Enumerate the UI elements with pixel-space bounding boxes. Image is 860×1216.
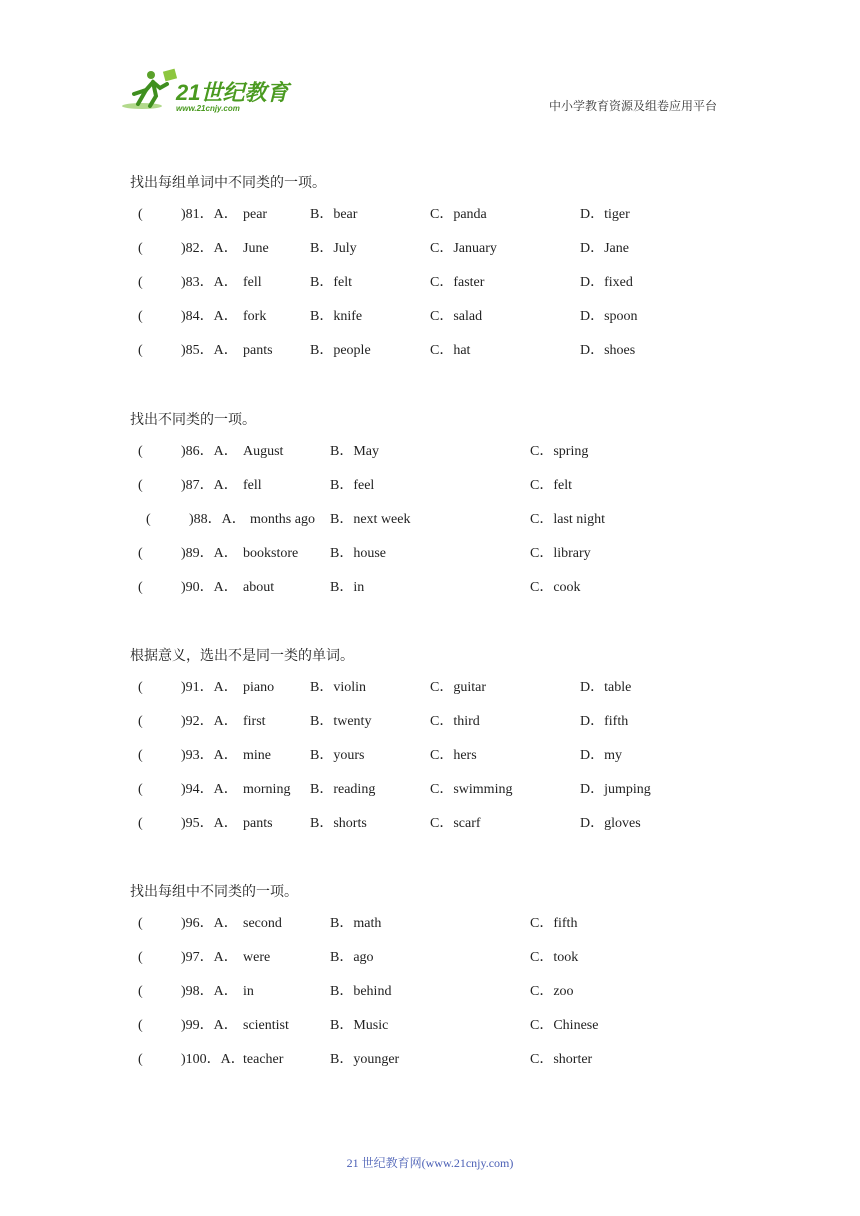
option-b: B．math — [330, 916, 382, 931]
question-number: )90．A． — [181, 580, 238, 595]
answer-blank[interactable]: ( — [138, 580, 143, 595]
question-row — [0, 678, 700, 698]
option-b: B．shorts — [310, 816, 367, 831]
option-d: D．shoes — [580, 343, 636, 358]
answer-blank[interactable]: ( — [138, 950, 143, 965]
answer-blank[interactable]: ( — [138, 1052, 143, 1067]
option-b: B．May — [330, 444, 379, 459]
answer-blank[interactable]: ( — [138, 748, 143, 763]
question-number: )91．A． — [181, 680, 238, 695]
option-a: pants — [243, 816, 273, 831]
answer-blank[interactable]: ( — [138, 816, 143, 831]
option-a: in — [243, 984, 254, 999]
option-b: B．felt — [310, 275, 352, 290]
question-row — [0, 814, 700, 834]
option-a: were — [243, 950, 271, 965]
option-b: B．yours — [310, 748, 365, 763]
option-a: morning — [243, 782, 291, 797]
option-b: B．violin — [310, 680, 367, 695]
option-b: B．knife — [310, 309, 363, 324]
option-a: pear — [243, 207, 268, 222]
answer-blank[interactable]: ( — [146, 512, 151, 527]
option-b: B．younger — [330, 1052, 400, 1067]
option-c: C．hers — [430, 748, 477, 763]
question-row — [0, 948, 700, 968]
svg-text:www.21cnjy.com: www.21cnjy.com — [176, 104, 240, 113]
option-b: B．house — [330, 546, 386, 561]
option-d: D．fixed — [580, 275, 633, 290]
question-number: )95．A． — [181, 816, 238, 831]
question-row — [0, 982, 700, 1002]
option-a: scientist — [243, 1018, 289, 1033]
answer-blank[interactable]: ( — [138, 1018, 143, 1033]
question-number: )83．A． — [181, 275, 238, 290]
option-c: C．felt — [530, 478, 572, 493]
option-c: C．Chinese — [530, 1018, 599, 1033]
option-d: D．tiger — [580, 207, 630, 222]
option-a: fell — [243, 478, 262, 493]
option-c: C．library — [530, 546, 591, 561]
option-c: C．January — [430, 241, 497, 256]
option-b: B．twenty — [310, 714, 372, 729]
answer-blank[interactable]: ( — [138, 714, 143, 729]
site-logo — [120, 66, 300, 116]
question-row — [0, 442, 700, 462]
option-a: pants — [243, 343, 273, 358]
option-a: about — [243, 580, 275, 595]
option-d: D．jumping — [580, 782, 651, 797]
question-number: )87．A． — [181, 478, 238, 493]
question-row — [0, 578, 700, 598]
answer-blank[interactable]: ( — [138, 275, 143, 290]
option-a: August — [243, 444, 284, 459]
option-b: B．July — [310, 241, 357, 256]
option-d: D．fifth — [580, 714, 629, 729]
question-number: )81．A． — [181, 207, 238, 222]
option-b: B．Music — [330, 1018, 389, 1033]
question-number: )92．A． — [181, 714, 238, 729]
question-row — [0, 712, 700, 732]
option-c: C．guitar — [430, 680, 486, 695]
question-number: )100．A． — [181, 1052, 245, 1067]
answer-blank[interactable]: ( — [138, 984, 143, 999]
answer-blank[interactable]: ( — [138, 444, 143, 459]
question-row — [0, 205, 700, 225]
svg-text:21世纪教育: 21世纪教育 — [176, 80, 289, 105]
question-number: )89．A． — [181, 546, 238, 561]
question-row — [0, 914, 700, 934]
question-number: )99．A． — [181, 1018, 238, 1033]
option-c: C．salad — [430, 309, 483, 324]
option-b: B．next week — [330, 512, 411, 527]
page-footer: 21 世纪教育网(www.21cnjy.com) — [346, 1156, 514, 1170]
option-a: piano — [243, 680, 275, 695]
answer-blank[interactable]: ( — [138, 241, 143, 256]
section-title: 找出不同类的一项。 — [130, 413, 256, 428]
answer-blank[interactable]: ( — [138, 343, 143, 358]
question-number: )82．A． — [181, 241, 238, 256]
option-a: June — [243, 241, 269, 256]
option-b: B．behind — [330, 984, 392, 999]
option-b: B．people — [310, 343, 371, 358]
header-tagline: 中小学教育资源及组卷应用平台 — [549, 99, 718, 113]
option-c: C．faster — [430, 275, 485, 290]
option-a: first — [243, 714, 266, 729]
option-a: fork — [243, 309, 267, 324]
option-b: B．ago — [330, 950, 374, 965]
option-a: second — [243, 916, 282, 931]
option-b: B．bear — [310, 207, 358, 222]
option-c: C．spring — [530, 444, 589, 459]
question-number: )85．A． — [181, 343, 238, 358]
question-row — [0, 273, 700, 293]
section-title: 找出每组单词中不同类的一项。 — [130, 176, 326, 191]
question-row — [0, 510, 700, 530]
question-row — [0, 239, 700, 259]
question-number: )88．A． — [189, 512, 246, 527]
question-row — [0, 341, 700, 361]
question-row — [0, 1016, 700, 1036]
option-b: B．reading — [310, 782, 376, 797]
option-c: C．third — [430, 714, 480, 729]
option-c: C．took — [530, 950, 579, 965]
option-a: fell — [243, 275, 262, 290]
option-c: C．last night — [530, 512, 606, 527]
answer-blank[interactable]: ( — [138, 309, 143, 324]
answer-blank[interactable]: ( — [138, 207, 143, 222]
option-c: C．panda — [430, 207, 487, 222]
option-b: B．in — [330, 580, 365, 595]
option-c: C．shorter — [530, 1052, 593, 1067]
question-number: )98．A． — [181, 984, 238, 999]
option-c: C．hat — [430, 343, 471, 358]
option-b: B．feel — [330, 478, 375, 493]
option-c: C．scarf — [430, 816, 481, 831]
question-number: )84．A． — [181, 309, 238, 324]
option-d: D．my — [580, 748, 622, 763]
option-d: D．gloves — [580, 816, 641, 831]
option-a: months ago — [250, 512, 315, 527]
question-number: )94．A． — [181, 782, 238, 797]
option-d: D．table — [580, 680, 632, 695]
question-row — [0, 476, 700, 496]
option-c: C．cook — [530, 580, 581, 595]
question-number: )96．A． — [181, 916, 238, 931]
option-c: C．fifth — [530, 916, 578, 931]
answer-blank[interactable]: ( — [138, 478, 143, 493]
answer-blank[interactable]: ( — [138, 782, 143, 797]
option-d: D．spoon — [580, 309, 638, 324]
question-row — [0, 780, 700, 800]
question-row — [0, 746, 700, 766]
option-d: D．Jane — [580, 241, 629, 256]
section-title: 找出每组中不同类的一项。 — [130, 885, 298, 900]
option-a: bookstore — [243, 546, 299, 561]
answer-blank[interactable]: ( — [138, 546, 143, 561]
answer-blank[interactable]: ( — [138, 680, 143, 695]
option-c: C．swimming — [430, 782, 513, 797]
question-number: )86．A． — [181, 444, 238, 459]
answer-blank[interactable]: ( — [138, 916, 143, 931]
question-row — [0, 1050, 700, 1070]
option-a: teacher — [243, 1052, 284, 1067]
question-number: )93．A． — [181, 748, 238, 763]
question-number: )97．A． — [181, 950, 238, 965]
option-c: C．zoo — [530, 984, 574, 999]
question-row — [0, 307, 700, 327]
option-a: mine — [243, 748, 271, 763]
section-title: 根据意义，选出不是同一类的单词。 — [130, 649, 354, 664]
question-row — [0, 544, 700, 564]
